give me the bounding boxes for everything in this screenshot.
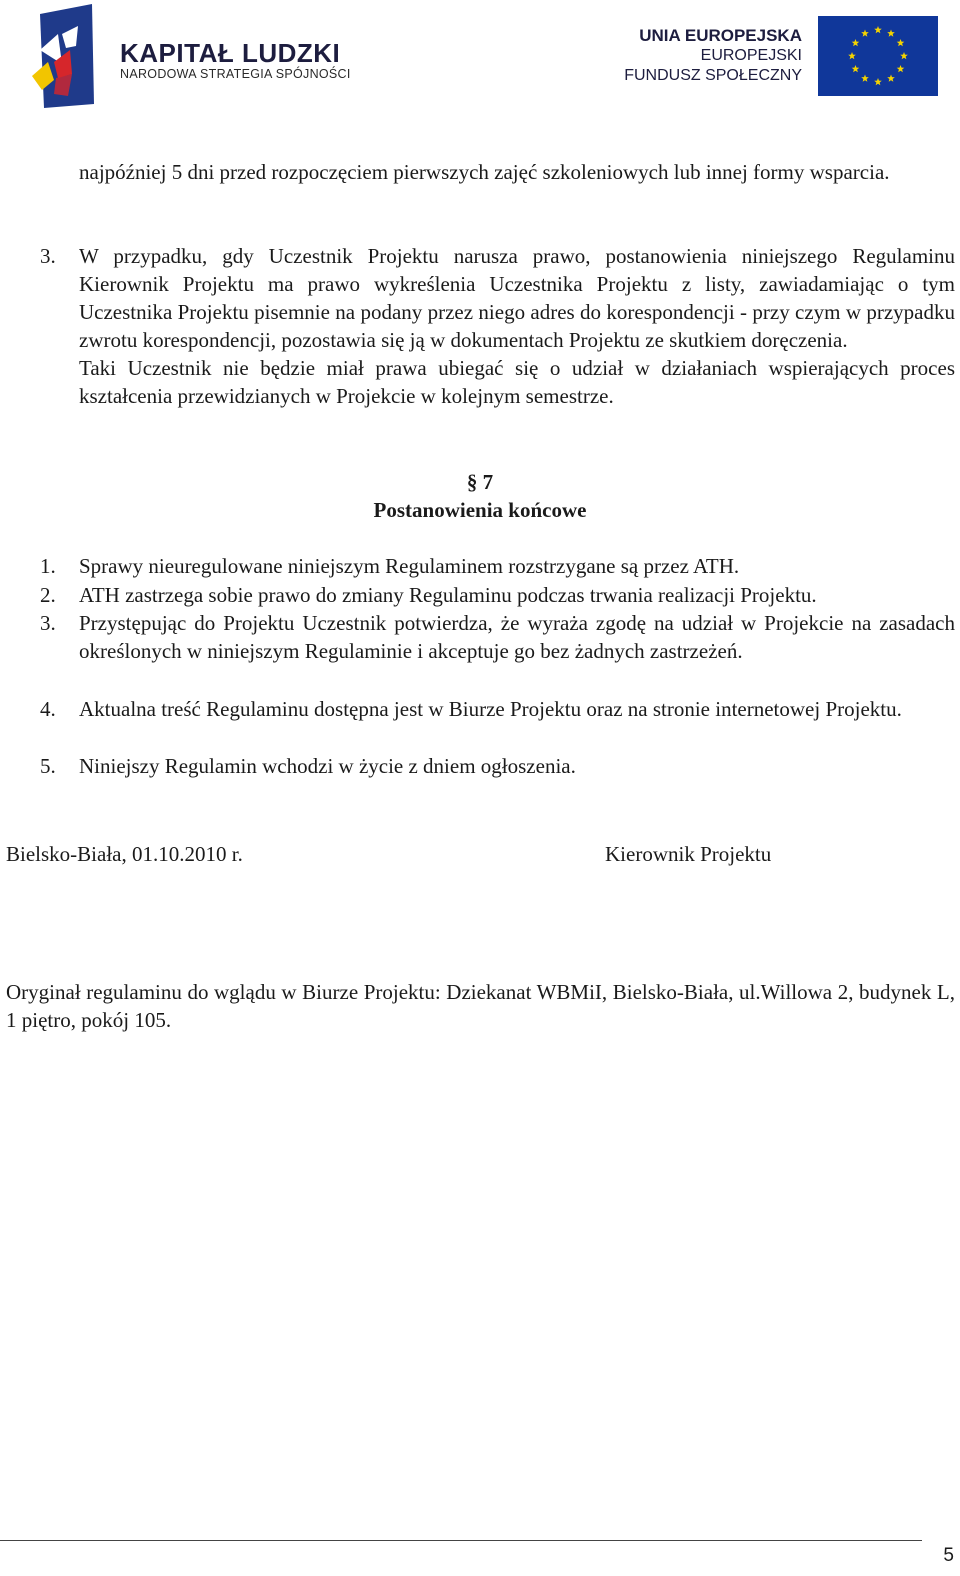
- final-item-number: 3.: [40, 611, 56, 635]
- section-symbol: § 7: [466, 470, 494, 494]
- footer-divider: [0, 1540, 922, 1541]
- final-item-text: Niniejszy Regulamin wchodzi w życie z dniem ogłoszenia.: [79, 754, 576, 778]
- eu-flag-icon: [818, 16, 938, 96]
- final-item-5: [40, 752, 955, 780]
- kapital-ludzki-title: KAPITAŁ LUDZKI: [120, 38, 341, 68]
- page-number: 5: [943, 1545, 954, 1566]
- kapital-ludzki-subtitle: NARODOWA STRATEGIA SPÓJNOŚCI: [120, 67, 351, 81]
- final-item-3: [40, 609, 955, 665]
- eu-line-3: FUNDUSZ SPOŁECZNY: [624, 67, 802, 84]
- final-item-4: [40, 695, 955, 723]
- item-3-number: 3.: [40, 244, 56, 268]
- eu-line-1: UNIA EUROPEJSKA: [639, 26, 802, 45]
- final-item-number: 2.: [40, 583, 56, 607]
- final-item-text: ATH zastrzega sobie prawo do zmiany Regulaminu podczas trwania realizacji Projektu.: [79, 583, 817, 607]
- final-item-text: Przystępując do Projektu Uczestnik potwierdza, że wyraża zgodę na udział w Projekcie na zasadach określonych w niniejszym Regulaminie i akceptuje go bez żadnych zastrzeżeń.: [79, 611, 955, 663]
- kapital-ludzki-logo: [32, 4, 98, 108]
- item-3-text: W przypadku, gdy Uczestnik Projektu narusza prawo, postanowienia niniejszego Regulaminu Kierownik Projektu ma prawo wykreślenia Uczestnika Projektu z listy, zawiadamiając o tym Uczestnika Projektu pisemnie na podany przez niego adres do korespondencji - przy czym w przypadku zwrotu korespondencji, pozostawia się ją w dokumentach Projektu ze skutkiem doręczenia.: [79, 244, 955, 352]
- final-item-1: [40, 552, 955, 580]
- continuation-paragraph: najpóźniej 5 dni przed rozpoczęciem pierwszych zajęć szkoleniowych lub innej formy wsparcia.: [79, 160, 890, 184]
- final-item-2: [40, 581, 955, 609]
- final-item-text: Aktualna treść Regulaminu dostępna jest w Biurze Projektu oraz na stronie internetowej Projektu.: [79, 697, 902, 721]
- eu-text-block: [624, 26, 802, 86]
- final-item-number: 5.: [40, 754, 56, 778]
- section-title: Postanowienia końcowe: [373, 498, 587, 522]
- original-note: Oryginał regulaminu do wglądu w Biurze Projektu: Dziekanat WBMiI, Bielsko-Biała, ul.Willowa 2, budynek L, 1 piętro, pokój 105.: [6, 980, 955, 1032]
- page-header: [0, 0, 960, 120]
- final-item-text: Sprawy nieuregulowane niniejszym Regulaminem rozstrzygane są przez ATH.: [79, 554, 740, 578]
- final-item-number: 4.: [40, 697, 56, 721]
- item-3: [40, 242, 955, 410]
- eu-line-2: EUROPEJSKI: [700, 47, 802, 64]
- signature-role: Kierownik Projektu: [605, 842, 772, 866]
- item-3-text-continued: Taki Uczestnik nie będzie miał prawa ubiegać się o udział w działaniach wspierających proces kształcenia przewidzianych w Projekcie w kolejnym semestrze.: [79, 356, 955, 408]
- final-item-number: 1.: [40, 554, 56, 578]
- signature-place-date: Bielsko-Biała, 01.10.2010 r.: [6, 842, 243, 866]
